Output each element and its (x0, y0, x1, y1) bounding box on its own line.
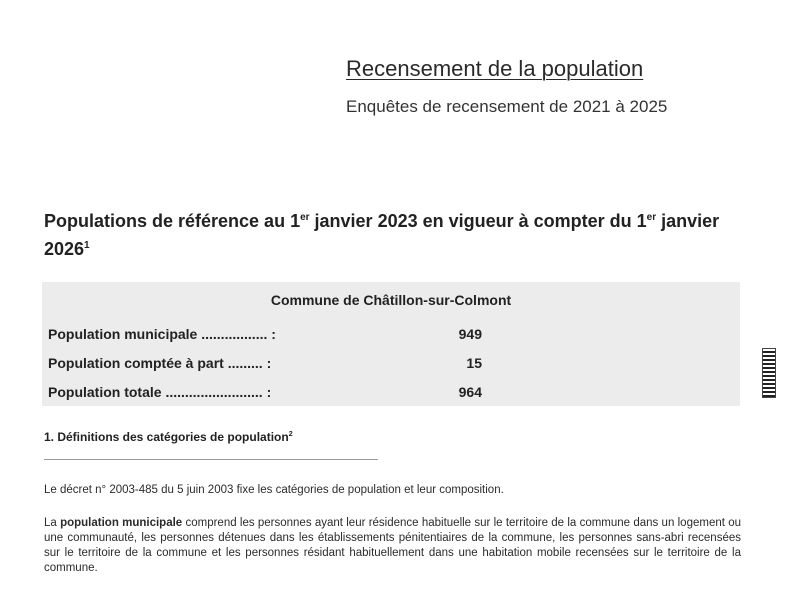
section-divider (44, 459, 378, 460)
population-value: 15 (466, 355, 482, 371)
section-footnote: 2 (288, 431, 293, 438)
paragraph-decret: Le décret n° 2003-485 du 5 juin 2003 fixe les catégories de population et leur composition. (44, 484, 504, 496)
paragraph-population-municipale (44, 516, 741, 576)
population-box (42, 282, 740, 406)
population-label: Population comptée à part ......... : (48, 355, 272, 371)
paragraph-prefix: La (44, 517, 61, 529)
population-label: Population municipale ................. : (48, 326, 276, 342)
paragraph-bold-term: population municipale (60, 517, 183, 529)
main-title (44, 207, 749, 263)
main-title-sup1: er (300, 212, 310, 223)
main-title-sup2: er (646, 212, 657, 223)
header-subtitle: Enquêtes de recensement de 2021 à 2025 (346, 97, 668, 116)
population-row-totale (48, 384, 482, 400)
paragraph-body: comprend les personnes ayant leur résidence habituelle sur le territoire de la commune dans un logement ou une communauté, les personnes détenues dans les établissements pénitentiaires de la commune, les personnes sans-abri recensées sur le territoire de la commune et les personnes résidant habituellement dans une habitation mobile recensées sur le territoire de la commune. (44, 517, 742, 574)
main-title-part1: Populations de référence au 1 (44, 211, 301, 231)
population-value: 964 (458, 384, 482, 400)
population-row-municipale (48, 326, 482, 342)
main-title-part3: janvier 2026 (44, 211, 720, 259)
main-title-part2: janvier 2023 en vigueur à compter du 1 (309, 211, 647, 231)
population-value: 949 (458, 326, 482, 342)
main-title-footnote: 1 (84, 240, 90, 251)
section-heading-text: 1. Définitions des catégories de population (44, 430, 289, 444)
header-title: Recensement de la population (346, 56, 644, 81)
population-row-comptee-a-part (48, 355, 482, 371)
commune-name: Commune de Châtillon-sur-Colmont (270, 292, 512, 308)
section-heading-definitions (44, 430, 293, 444)
qr-code-icon (762, 348, 776, 398)
population-label: Population totale ......................... : (48, 384, 272, 400)
